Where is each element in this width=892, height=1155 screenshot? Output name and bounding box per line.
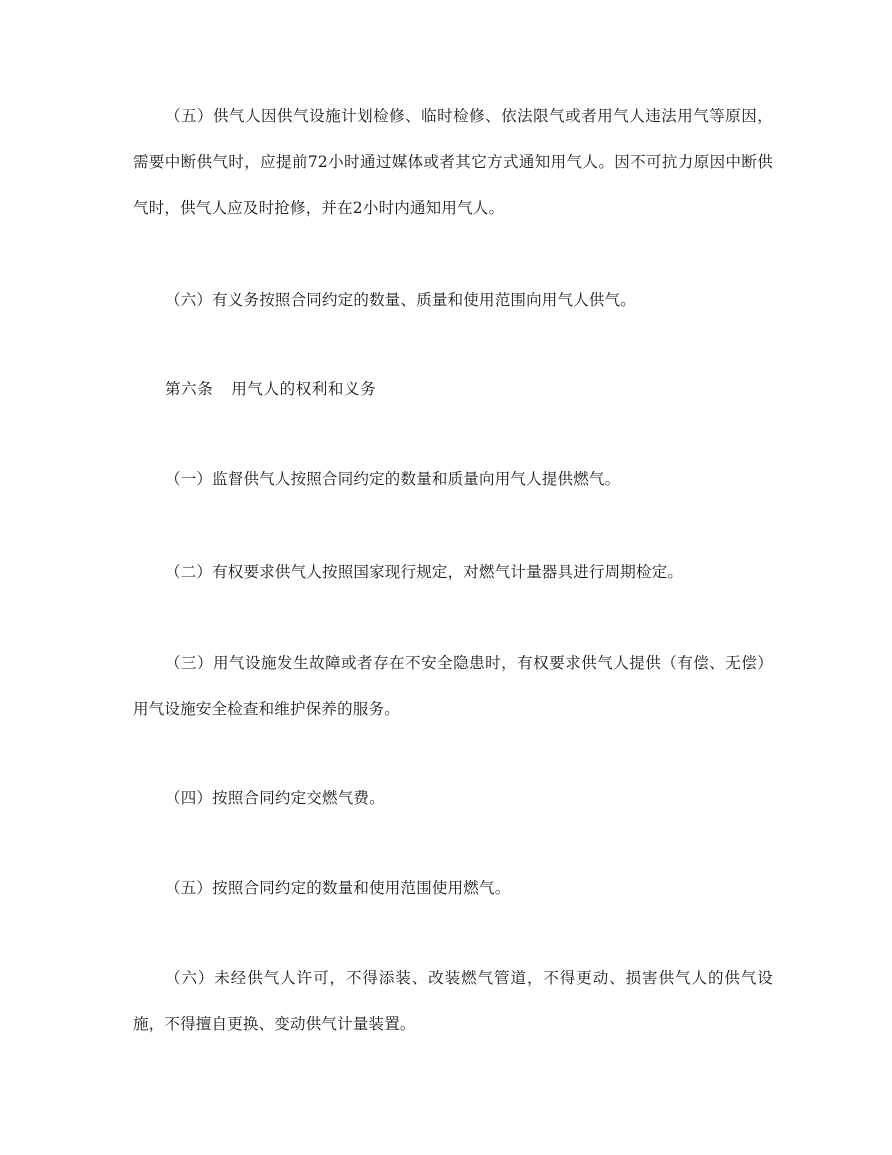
paragraph-user-duty-4: （四）按照合同约定交燃气费。 xyxy=(165,789,385,807)
article-number: 第六条 xyxy=(165,380,214,398)
paragraph-supplier-obligation: （六）有义务按照合同约定的数量、质量和使用范围向用气人供气。 xyxy=(165,291,637,309)
paragraph-user-right-2: （二）有权要求供气人按照国家现行规定，对燃气计量器具进行周期检定。 xyxy=(165,563,684,581)
paragraph-user-duty-5: （五）按照合同约定的数量和使用范围使用燃气。 xyxy=(165,879,511,897)
article-heading xyxy=(133,366,773,412)
paragraph-user-right-3: （三）用气设施发生故障或者存在不安全隐患时，有权要求供气人提供（有偿、无偿）用气设施安全检查和维护保养的服务。 xyxy=(133,654,773,718)
paragraph-user-duty-6: （六）未经供气人许可，不得添装、改装燃气管道，不得更动、损害供气人的供气设施，不得擅自更换、变动供气计量装置。 xyxy=(133,969,773,1033)
paragraph-supplier-interruption: （五）供气人因供气设施计划检修、临时检修、依法限气或者用气人违法用气等原因，需要中断供气时，应提前72小时通过媒体或者其它方式通知用气人。因不可抗力原因中断供气时，供气人应及时抢修，并在2小时内通知用气人。 xyxy=(133,107,773,217)
paragraph-user-right-1: （一）监督供气人按照合同约定的数量和质量向用气人提供燃气。 xyxy=(165,470,621,488)
article-title: 用气人的权利和义务 xyxy=(231,380,377,398)
